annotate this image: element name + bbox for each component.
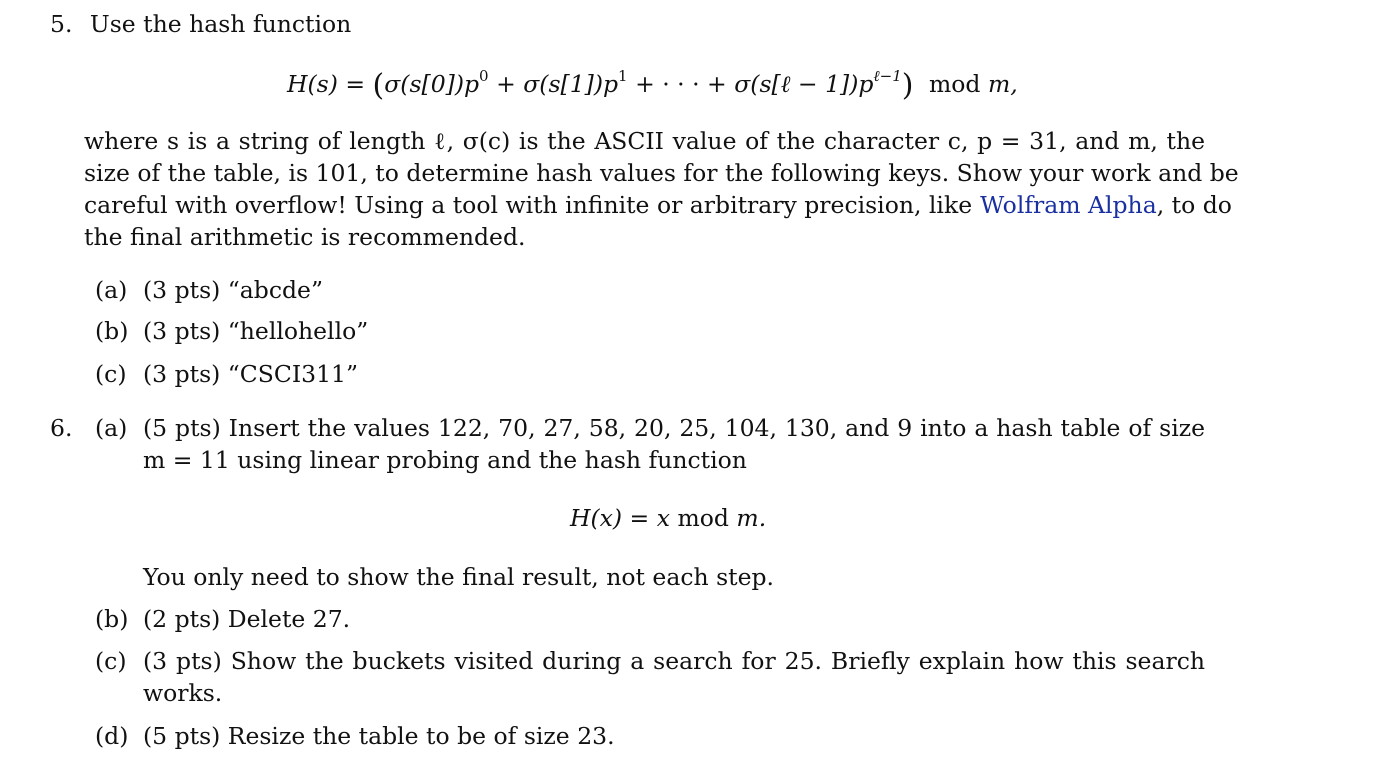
q6-a-line-2: m = 11 using linear probing and the hash function (143, 446, 747, 474)
q5-para-line-3-end: , to do (1156, 191, 1232, 219)
q5-item-c (95, 358, 358, 390)
q5-hash-formula (287, 67, 1018, 103)
q5-para-line-3-start: careful with overflow! Using a tool with infinite or arbitrary precision, like (84, 191, 973, 219)
item-text: (3 pts) “abcde” (143, 276, 323, 304)
formula-mod: mod (928, 70, 981, 98)
formula-term-1: σ(s[1])p (523, 70, 619, 98)
formula-mod: mod (677, 504, 729, 532)
q6-c-label: (c) (95, 647, 127, 675)
wolfram-alpha-link[interactable]: Wolfram Alpha (980, 191, 1157, 219)
q6-a-note: You only need to show the final result, not each step. (143, 563, 775, 591)
formula-term-0: σ(s[0])p (384, 70, 480, 98)
q6-c-line-2: works. (143, 679, 223, 707)
item-label: (b) (95, 317, 129, 345)
q5-title: Use the hash function (89, 10, 352, 38)
q5-number: 5. (50, 10, 73, 38)
q5-para-line-1: where s is a string of length ℓ, σ(c) is the ASCII value of the character c, p = 31, and m, the (84, 127, 1205, 155)
q6-a-label: (a) (95, 414, 128, 442)
item-label: (c) (95, 360, 127, 388)
q6-hash-formula (570, 502, 766, 534)
q5-para-line-3 (84, 189, 1232, 221)
q6-c-line-1: (3 pts) Show the buckets visited during a search for 25. Briefly explain how this search (143, 647, 1205, 675)
formula-lhs: H(s) = (287, 70, 366, 98)
q6-number: 6. (50, 414, 73, 442)
item-text: (3 pts) “CSCI311” (143, 360, 358, 388)
formula-exp-1: 1 (618, 67, 628, 85)
formula-modulus: m, (987, 70, 1018, 98)
item-text: (3 pts) “hellohello” (143, 317, 369, 345)
q6-d-text: (5 pts) Resize the table to be of size 23. (143, 722, 615, 750)
q6-d-label: (d) (95, 722, 129, 750)
q5-para-line-2: size of the table, is 101, to determine hash values for the following keys. Show your work and be (84, 159, 1239, 187)
formula-exp-0: 0 (479, 67, 489, 85)
formula-modulus: m. (736, 504, 767, 532)
formula-exp-last: ℓ−1 (873, 67, 902, 85)
item-label: (a) (95, 276, 128, 304)
formula-rparen: ) (901, 68, 914, 103)
formula-term-last: σ(s[ℓ − 1])p (734, 70, 874, 98)
q5-item-a (95, 274, 323, 306)
q5-heading (50, 8, 351, 40)
q6-b-text: (2 pts) Delete 27. (143, 605, 351, 633)
formula-lparen: ( (372, 68, 385, 103)
formula-plus: + (496, 70, 516, 98)
formula-lhs: H(x) = x (570, 504, 670, 532)
q6-b-label: (b) (95, 605, 129, 633)
q5-para-line-4: the final arithmetic is recommended. (84, 223, 526, 251)
q5-item-b (95, 315, 369, 347)
q6-a-line-1: (5 pts) Insert the values 122, 70, 27, 58, 20, 25, 104, 130, and 9 into a hash table of size (143, 414, 1205, 442)
formula-ellipsis: + · · · + (635, 70, 727, 98)
